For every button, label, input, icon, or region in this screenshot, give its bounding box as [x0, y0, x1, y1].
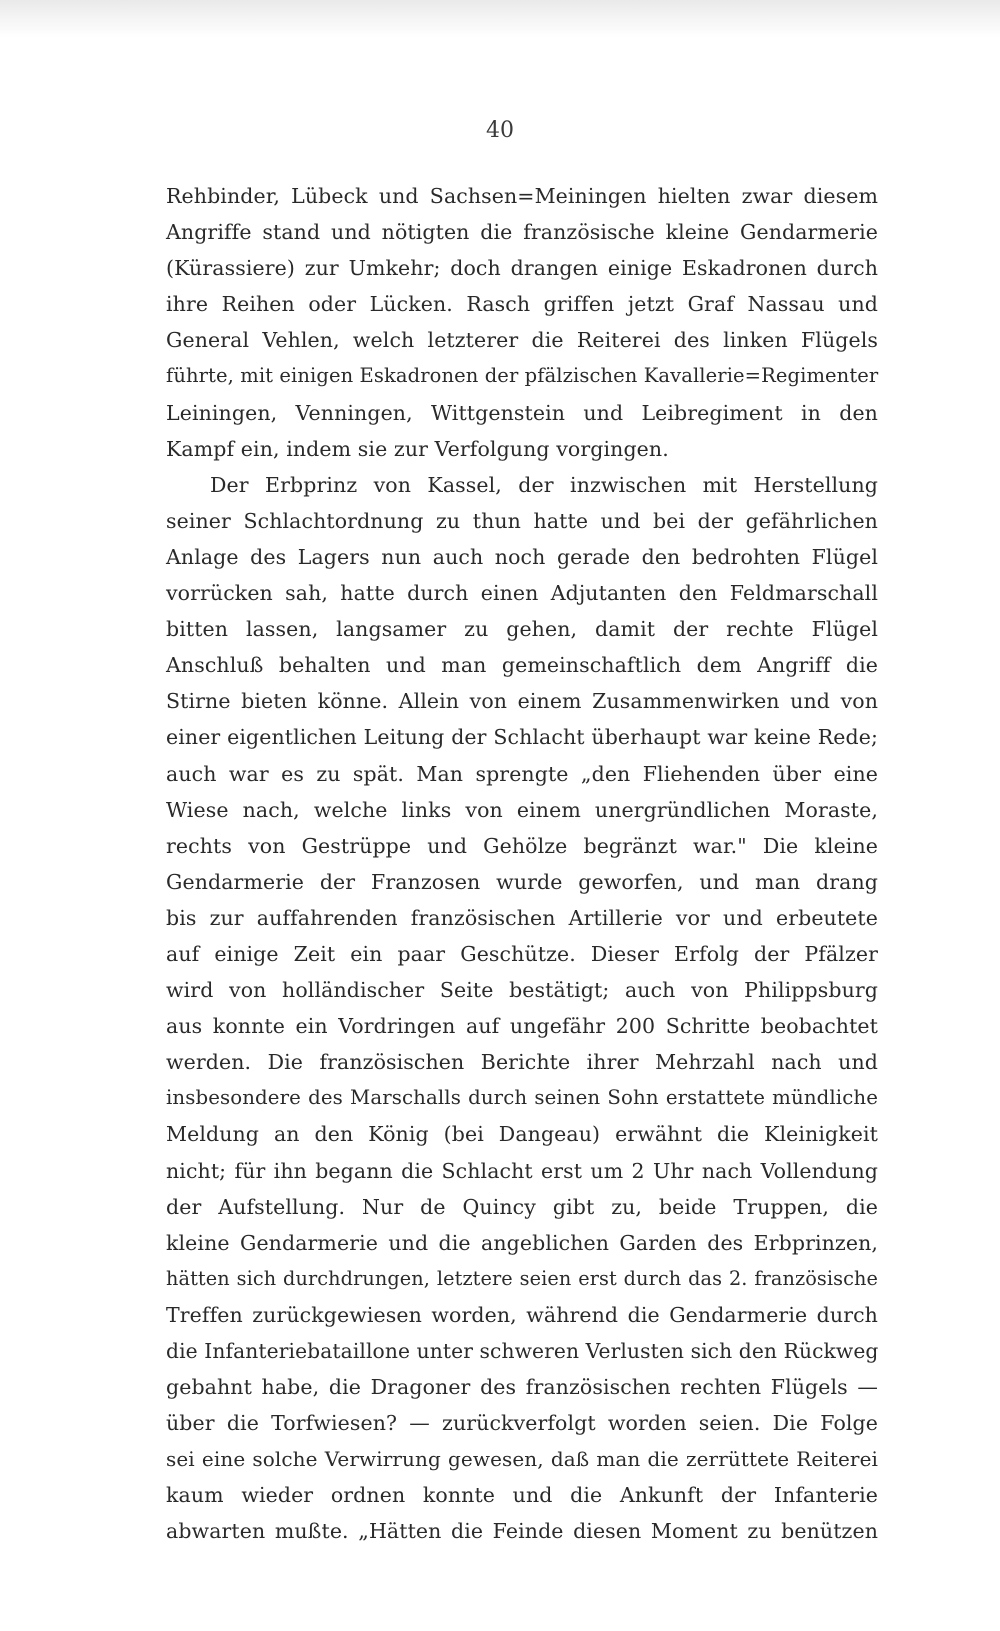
- text-line: Stirne bieten könne. Allein von einem Zusammenwirken und von: [166, 689, 878, 714]
- text-line: Kampf ein, indem sie zur Verfolgung vorgingen.: [166, 436, 669, 461]
- text-line: Rehbinder, Lübeck und Sachsen=Meiningen hielten zwar diesem: [166, 184, 878, 208]
- text-line: kleine Gendarmerie und die angeblichen Garden des Erbprinzen,: [166, 1230, 878, 1255]
- text-line: die Infanteriebataillone unter schweren Verlusten sich den Rückweg: [166, 1339, 879, 1363]
- text-line: Treffen zurückgewiesen worden, während die Gendarmerie durch: [166, 1302, 878, 1327]
- text-line: bis zur auffahrenden französischen Artillerie vor und erbeutete: [166, 905, 878, 930]
- text-line: Gendarmerie der Franzosen wurde geworfen, und man drang: [166, 869, 878, 894]
- text-line: (Kürassiere) zur Umkehr; doch drangen einige Eskadronen durch: [166, 256, 878, 281]
- text-line: nicht; für ihn begann die Schlacht erst um 2 Uhr nach Vollendung: [166, 1158, 878, 1183]
- text-line: hätten sich durchdrungen, letztere seien erst durch das 2. französische: [166, 1266, 878, 1290]
- page-number: 40: [486, 118, 514, 143]
- text-line: ihre Reihen oder Lücken. Rasch griffen jetzt Graf Nassau und: [166, 292, 878, 317]
- text-line: sei eine solche Verwirrung gewesen, daß man die zerrüttete Reiterei: [166, 1447, 878, 1472]
- text-line: wird von holländischer Seite bestätigt; auch von Philippsburg: [166, 978, 878, 1003]
- text-line: Leiningen, Venningen, Wittgenstein und Leibregiment in den: [166, 400, 878, 425]
- text-line: Meldung an den König (bei Dangeau) erwähnt die Kleinigkeit: [166, 1122, 878, 1147]
- text-line: seiner Schlachtordnung zu thun hatte und bei der gefährlichen: [166, 508, 878, 533]
- text-line: werden. Die französischen Berichte ihrer Mehrzahl nach und: [166, 1050, 878, 1075]
- text-line: über die Torfwiesen? — zurückverfolgt worden seien. Die Folge: [166, 1411, 878, 1436]
- text-line: abwarten mußte. „Hätten die Feinde diesen Moment zu benützen: [166, 1519, 878, 1544]
- text-line: Anlage des Lagers nun auch noch gerade den bedrohten Flügel: [166, 544, 878, 569]
- text-line: General Vehlen, welch letzterer die Reiterei des linken Flügels: [166, 328, 878, 353]
- text-line: Wiese nach, welche links von einem unergründlichen Moraste,: [166, 797, 878, 822]
- text-line: aus konnte ein Vordringen auf ungefähr 200 Schritte beobachtet: [166, 1014, 878, 1039]
- text-line: der Aufstellung. Nur de Quincy gibt zu, beide Truppen, die: [166, 1194, 878, 1219]
- text-line: bitten lassen, langsamer zu gehen, damit der rechte Flügel: [166, 617, 878, 642]
- text-line: auch war es zu spät. Man sprengte „den Fliehenden über eine: [166, 761, 878, 786]
- text-line: auf einige Zeit ein paar Geschütze. Dieser Erfolg der Pfälzer: [166, 941, 878, 966]
- text-line: insbesondere des Marschalls durch seinen Sohn erstattete mündliche: [166, 1086, 878, 1110]
- text-line: vorrücken sah, hatte durch einen Adjutanten den Feldmarschall: [166, 581, 878, 606]
- paragraph-start-line: Der Erbprinz von Kassel, der inzwischen mit Herstellung: [210, 472, 878, 497]
- text-line: führte, mit einigen Eskadronen der pfälzischen Kavallerie=Regimenter: [166, 364, 879, 388]
- text-line: einer eigentlichen Leitung der Schlacht überhaupt war keine Rede;: [166, 725, 878, 750]
- text-line: Angriffe stand und nötigten die französische kleine Gendarmerie: [166, 220, 878, 245]
- text-line: kaum wieder ordnen konnte und die Ankunft der Infanterie: [166, 1483, 878, 1508]
- body-text: [166, 178, 878, 1550]
- text-line: rechts von Gestrüppe und Gehölze begränzt war." Die kleine: [166, 833, 878, 858]
- text-line: Anschluß behalten und man gemeinschaftlich dem Angriff die: [166, 653, 878, 678]
- text-line: gebahnt habe, die Dragoner des französischen rechten Flügels —: [166, 1375, 878, 1400]
